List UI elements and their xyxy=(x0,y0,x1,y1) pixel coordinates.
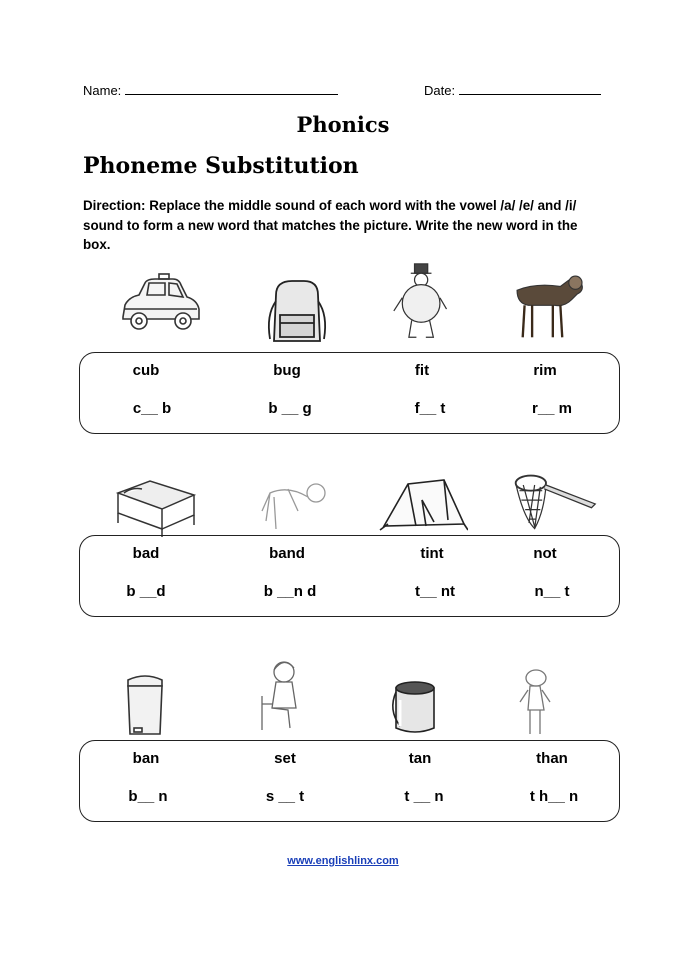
source-word: than xyxy=(536,750,568,767)
source-word: bug xyxy=(273,362,301,379)
source-word: ban xyxy=(132,750,160,767)
bin-icon xyxy=(100,665,190,745)
date-label: Date: xyxy=(424,83,456,98)
answer-blank[interactable]: b__ n xyxy=(128,788,168,805)
answer-blank[interactable]: c__ b xyxy=(132,400,172,417)
source-word: fit xyxy=(414,362,430,379)
answer-blank[interactable]: b __ g xyxy=(268,400,312,417)
answer-blank[interactable]: r__ m xyxy=(531,400,573,417)
word-box-row-3 xyxy=(79,740,620,822)
answer-blank[interactable]: t h__ n xyxy=(529,788,579,805)
source-word: tan xyxy=(408,750,432,767)
car-icon xyxy=(115,267,205,347)
page-subtitle: Phoneme Substitution xyxy=(83,153,359,179)
source-word: rim xyxy=(533,362,557,379)
date-input-line[interactable] xyxy=(459,82,601,95)
answer-blank[interactable]: b __n d xyxy=(263,583,317,600)
direction-text: Direction: Replace the middle sound of each word with the vowel /a/ /e/ and /i/ sound to form a new word that matches the picture. Write the new word in the box. xyxy=(83,198,578,252)
paint-can-icon xyxy=(370,665,460,745)
net-icon xyxy=(510,463,600,543)
name-label: Name: xyxy=(83,83,122,98)
name-field xyxy=(83,82,338,98)
source-word: set xyxy=(274,750,296,767)
sitting-boy-icon xyxy=(240,656,330,736)
bending-boy-icon xyxy=(248,466,338,546)
answer-blank[interactable]: b __d xyxy=(126,583,166,600)
answer-blank[interactable]: s __ t xyxy=(265,788,305,805)
source-word: cub xyxy=(132,362,160,379)
name-input-line[interactable] xyxy=(125,82,338,95)
source-word: bad xyxy=(132,545,160,562)
tent-icon xyxy=(378,465,468,545)
answer-blank[interactable]: n__ t xyxy=(534,583,570,600)
word-box-row-2 xyxy=(79,535,620,617)
footer-link[interactable]: www.englishlinx.com xyxy=(287,855,399,867)
source-word: not xyxy=(533,545,557,562)
thin-girl-icon xyxy=(500,662,590,742)
source-word: band xyxy=(269,545,305,562)
source-word: tint xyxy=(420,545,444,562)
page-title: Phonics xyxy=(296,112,390,137)
answer-blank[interactable]: f__ t xyxy=(414,400,446,417)
answer-blank[interactable]: t__ nt xyxy=(414,583,455,600)
ram-icon xyxy=(505,262,595,342)
fat-man-icon xyxy=(378,262,468,342)
answer-blank[interactable]: t __ n xyxy=(404,788,444,805)
word-box-row-1 xyxy=(79,352,620,434)
date-field xyxy=(424,82,601,98)
backpack-icon xyxy=(252,275,342,355)
